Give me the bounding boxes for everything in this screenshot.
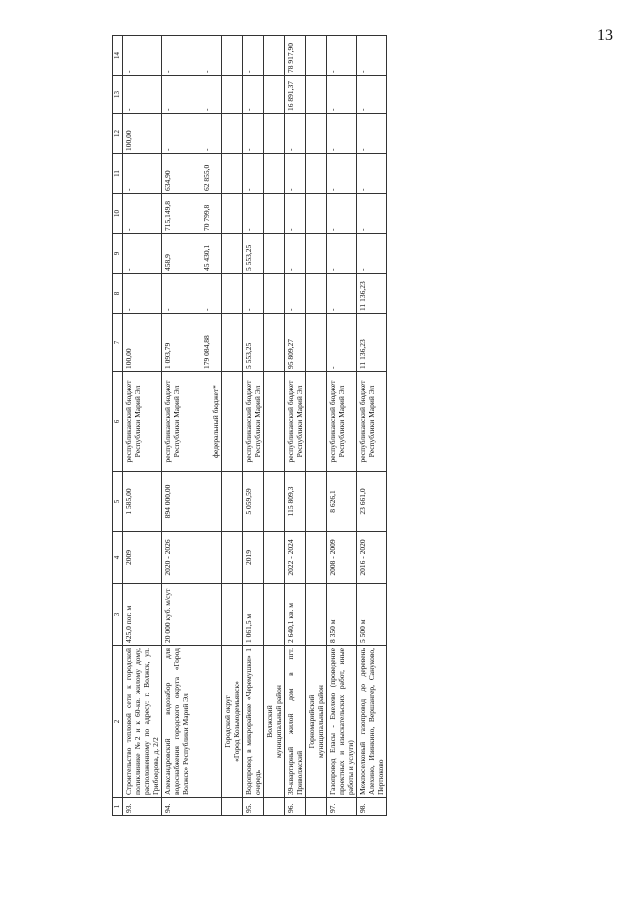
section-blank-cell [222,472,243,532]
section-blank-cell [306,472,327,532]
year-value-y9: 5 553,25 [244,244,253,271]
year-value-cell [162,234,222,274]
funding-source: республиканский бюджет Республики Марий Эл [244,380,262,463]
year-value-cell [327,234,357,274]
year-value-y12: - [328,148,337,151]
estimated-cost: 5 059,59 [243,472,264,532]
year-value-y12: - [244,148,253,151]
rotated-table-container [112,36,602,816]
year-value-y8: - [286,308,295,311]
column-header-9: 9 [113,234,123,274]
year-value-y12: - [163,148,172,151]
year-value-y13: - [124,108,133,111]
column-header-11: 11 [113,154,123,194]
table-row [327,36,357,816]
year-value-y9: - [286,268,295,271]
row-number: 95. [243,798,264,816]
section-blank-cell [264,234,285,274]
object-capacity: 1 061,5 м [243,584,264,646]
year-value-y13: - [244,108,253,111]
section-row [264,36,285,816]
year-value-federal-y8: - [202,308,211,311]
object-name: Александровский водозабор для водоснабжения городского округа «Город Волжск» Республики Марий Эл [162,646,222,798]
section-blank-cell [264,584,285,646]
year-value-federal-y11: 62 855,0 [202,164,211,191]
section-blank-cell [222,234,243,274]
table-row [285,36,306,816]
year-value-cell [357,76,387,114]
section-title-cell [306,646,327,798]
column-header-4: 4 [113,532,123,584]
year-value-y14: - [328,70,337,73]
year-value-y8: 11 136,23 [358,281,367,311]
year-value-y13: - [163,108,172,111]
year-value-cell [285,194,306,234]
column-header-14: 14 [113,36,123,76]
funding-source-cell [162,372,222,472]
year-value-y11: - [286,188,295,191]
row-number: 98. [357,798,387,816]
year-value-cell [285,274,306,314]
total-financing: 1 093,79 [163,342,172,369]
estimated-cost: 894 000,00 [162,472,222,532]
year-value-y14: - [124,70,133,73]
table-row [357,36,387,816]
section-blank-cell [306,234,327,274]
section-blank-cell [306,274,327,314]
year-value-y10: - [286,228,295,231]
year-value-y9: - [328,268,337,271]
section-blank-cell [264,274,285,314]
section-blank-cell [264,76,285,114]
table-row [162,36,222,816]
year-value-federal-y12: - [202,148,211,151]
year-value-federal-y10: 70 799,8 [202,204,211,231]
header-row [113,36,123,816]
year-value-cell [243,76,264,114]
row-number: 94. [162,798,222,816]
total-financing: 95 809,27 [286,339,295,369]
construction-period: 2019 [243,532,264,584]
object-capacity: 8 350 м [327,584,357,646]
section-blank-cell [306,154,327,194]
year-value-cell [243,274,264,314]
column-header-6: 6 [113,372,123,472]
year-value-y10: - [358,228,367,231]
section-blank-cell [306,798,327,816]
year-value-y12: - [286,148,295,151]
year-value-y13: - [328,108,337,111]
section-blank-cell [264,472,285,532]
section-title-line: муниципальный район [316,685,325,758]
year-value-cell [243,36,264,76]
table-row [243,36,264,816]
year-value-cell [243,234,264,274]
year-value-cell [123,36,162,76]
section-blank-cell [222,194,243,234]
year-value-cell [285,154,306,194]
section-blank-cell [222,114,243,154]
year-value-cell [357,274,387,314]
section-blank-cell [264,36,285,76]
section-blank-cell [222,372,243,472]
year-value-y11: - [124,188,133,191]
funding-source: республиканский бюджет Республики Марий Эл [358,380,376,463]
row-number: 93. [123,798,162,816]
column-header-8: 8 [113,274,123,314]
year-value-y10: - [124,228,133,231]
year-value-y10: - [244,228,253,231]
year-value-y9: 458,9 [163,254,172,271]
section-title-cell [222,646,243,798]
total-financing-cell [162,314,222,372]
year-value-y11: - [244,188,253,191]
object-capacity: 5 500 м [357,584,387,646]
total-financing: 5 553,25 [244,342,253,369]
year-value-y14: 78 917,90 [286,43,295,73]
total-financing-cell [327,314,357,372]
year-value-y12: - [358,148,367,151]
year-value-federal-y13: - [202,108,211,111]
object-name: Межпоселковый газопровод до деревень Алехино, Изинкино, Вершангер, Сануково, Пертюково [357,646,387,798]
object-capacity: 20 000 куб. м/сут [162,584,222,646]
construction-period: 2022 - 2024 [285,532,306,584]
construction-period: 2020 - 2026 [162,532,222,584]
object-name: Строительство тепловой сети к городской поликлинике №2 и к 60-кв. жилому дому, расположенному по адресу: г. Волжск, ул. Грибоедова, д. 2/2 [123,646,162,798]
total-financing-cell [357,314,387,372]
page-number: 13 [597,27,613,44]
year-value-cell [285,114,306,154]
total-financing-cell [123,314,162,372]
year-value-cell [327,194,357,234]
section-blank-cell [264,114,285,154]
section-blank-cell [222,36,243,76]
year-value-y8: - [124,308,133,311]
column-header-3: 3 [113,584,123,646]
year-value-cell [162,36,222,76]
year-value-cell [327,76,357,114]
section-blank-cell [306,36,327,76]
year-value-cell [123,154,162,194]
year-value-federal-y9: 45 430,1 [202,244,211,271]
year-value-y9: - [124,268,133,271]
year-value-cell [357,154,387,194]
year-value-cell [162,274,222,314]
column-header-7: 7 [113,314,123,372]
section-blank-cell [222,532,243,584]
year-value-y8: - [244,308,253,311]
total-financing: - [328,366,337,369]
section-blank-cell [264,194,285,234]
row-number: 96. [285,798,306,816]
section-blank-cell [264,372,285,472]
section-blank-cell [264,532,285,584]
object-name: Газопровод Еласы - Емелево (проведение проектных и изыскательских работ, иные работы и услуги) [327,646,357,798]
year-value-y8: - [163,308,172,311]
year-value-cell [327,114,357,154]
year-value-y10: - [328,228,337,231]
table-body [113,36,387,816]
total-financing-cell [285,314,306,372]
total-financing: 100,00 [124,348,133,369]
funding-source: республиканский бюджет Республики Марий Эл [286,380,304,463]
year-value-y11: - [328,188,337,191]
section-blank-cell [222,154,243,194]
section-blank-cell [222,798,243,816]
construction-period: 2009 [123,532,162,584]
investment-table [112,35,387,816]
year-value-cell [243,114,264,154]
section-blank-cell [222,584,243,646]
total-financing-federal: 179 084,88 [202,335,211,369]
section-blank-cell [306,194,327,234]
section-blank-cell [306,314,327,372]
estimated-cost: 1 585,00 [123,472,162,532]
column-header-5: 5 [113,472,123,532]
section-blank-cell [222,314,243,372]
section-blank-cell [306,584,327,646]
funding-source: республиканский бюджет Республики Марий Эл [328,380,346,463]
section-title-line: Городской округ [223,695,232,748]
section-row [306,36,327,816]
section-blank-cell [222,274,243,314]
funding-source-cell [327,372,357,472]
column-header-12: 12 [113,114,123,154]
year-value-cell [243,194,264,234]
object-capacity: 425,0 пог. м [123,584,162,646]
year-value-cell [327,36,357,76]
year-value-y14: - [163,70,172,73]
section-row [222,36,243,816]
funding-source-federal: федеральный бюджет* [211,385,220,458]
estimated-cost: 115 809,3 [285,472,306,532]
section-blank-cell [264,154,285,194]
section-blank-cell [264,798,285,816]
section-blank-cell [264,314,285,372]
table-row [123,36,162,816]
section-title-line: муниципальный район [274,685,283,758]
year-value-y8: - [328,308,337,311]
year-value-y13: 16 891,37 [286,81,295,111]
year-value-cell [327,274,357,314]
section-blank-cell [306,532,327,584]
section-blank-cell [306,372,327,472]
section-title-line: Волжский [265,705,274,738]
section-title-line: Горномарийский [307,694,316,749]
year-value-cell [357,194,387,234]
year-value-cell [123,76,162,114]
year-value-cell [162,114,222,154]
year-value-federal-y14: - [202,70,211,73]
row-number: 97. [327,798,357,816]
year-value-cell [357,114,387,154]
year-value-cell [123,114,162,154]
year-value-y11: - [358,188,367,191]
year-value-cell [285,36,306,76]
year-value-cell [162,194,222,234]
year-value-cell [285,234,306,274]
section-blank-cell [222,76,243,114]
estimated-cost: 8 626,1 [327,472,357,532]
object-capacity: 2 640,1 кв. м [285,584,306,646]
construction-period: 2016 - 2020 [357,532,387,584]
year-value-cell [123,234,162,274]
year-value-y14: - [358,70,367,73]
year-value-cell [327,154,357,194]
year-value-cell [357,36,387,76]
column-header-13: 13 [113,76,123,114]
section-blank-cell [306,76,327,114]
construction-period: 2008 - 2009 [327,532,357,584]
year-value-y13: - [358,108,367,111]
object-name: Водопровод в микрорайоне «Черемушки» 1 очередь [243,646,264,798]
funding-source-cell [243,372,264,472]
funding-source-cell [123,372,162,472]
year-value-y11: 634,90 [163,170,172,191]
year-value-cell [123,274,162,314]
funding-source: республиканский бюджет Республики Марий Эл [124,380,142,463]
funding-source: республиканский бюджет Республики Марий Эл [163,380,181,463]
year-value-cell [285,76,306,114]
section-blank-cell [306,114,327,154]
column-header-1: 1 [113,798,123,816]
year-value-y9: - [358,268,367,271]
year-value-cell [162,76,222,114]
total-financing-cell [243,314,264,372]
year-value-y10: 715,149,8 [163,201,172,231]
column-header-10: 10 [113,194,123,234]
year-value-y14: - [244,70,253,73]
year-value-y12: 100,00 [124,130,133,151]
object-name: 39-квартирный жилой дом в пгт. Приволжский [285,646,306,798]
total-financing: 11 136,23 [358,339,367,369]
column-header-2: 2 [113,646,123,798]
section-title-line: «Город Козьмодемьянск» [232,681,241,762]
year-value-cell [162,154,222,194]
estimated-cost: 23 661,0 [357,472,387,532]
year-value-cell [243,154,264,194]
funding-source-cell [357,372,387,472]
section-title-cell [264,646,285,798]
year-value-cell [357,234,387,274]
year-value-cell [123,194,162,234]
funding-source-cell [285,372,306,472]
